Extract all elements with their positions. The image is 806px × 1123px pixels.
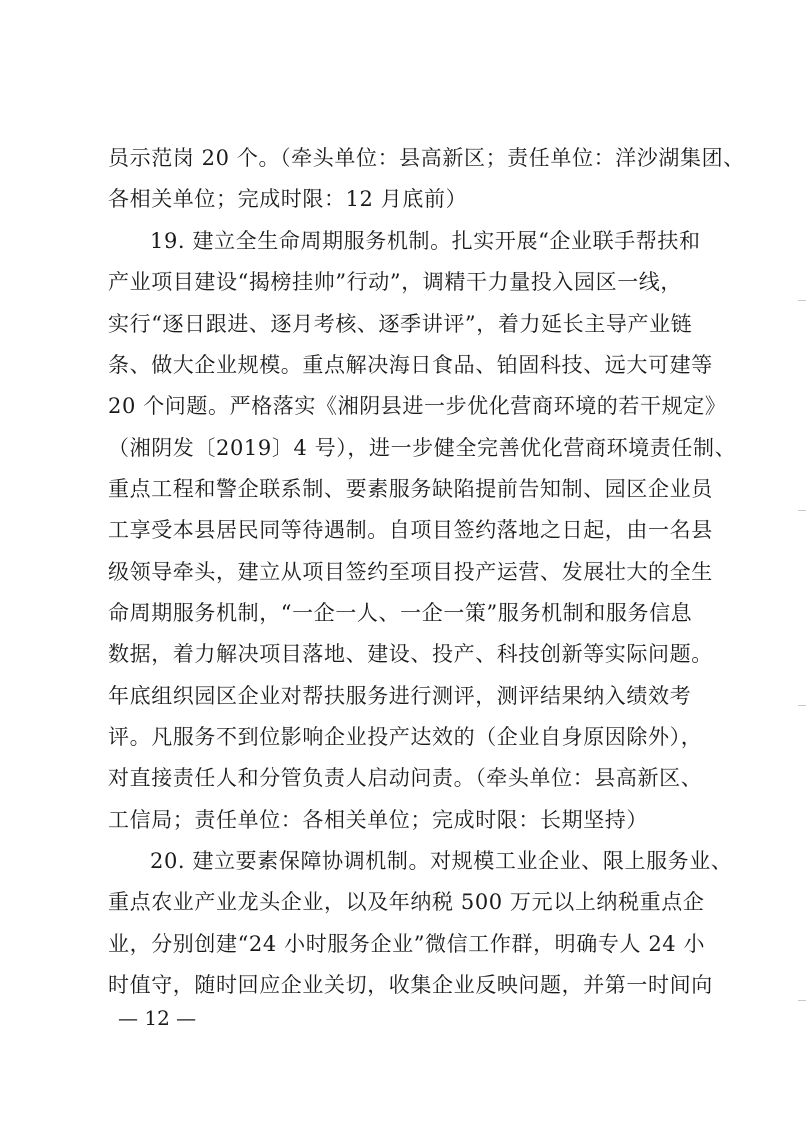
scan-edge-mark <box>798 705 806 706</box>
text-line: 业，分别创建“24 小时服务企业”微信工作群，明确专人 24 小 <box>108 932 706 956</box>
text-line: 数据，着力解决项目落地、建设、投产、科技创新等实际问题。 <box>108 642 713 666</box>
text-line: 重点工程和警企联系制、要素服务缺陷提前告知制、园区企业员 <box>108 477 713 501</box>
page-number: — 12 — <box>118 1006 197 1030</box>
scan-edge-mark <box>798 300 806 301</box>
text-line: 实行“逐日跟进、逐月考核、逐季讲评”，着力延长主导产业链 <box>108 312 693 336</box>
text-line: 评。凡服务不到位影响企业投产达效的（企业自身原因除外）， <box>108 725 703 749</box>
text-line: 命周期服务机制，“一企一人、一企一策”服务机制和服务信息 <box>108 601 693 625</box>
text-line: （湘阴发〔2019〕4 号），进一步健全完善优化营商环境责任制、 <box>108 436 737 460</box>
text-line: 年底组织园区企业对帮扶服务进行测评，测评结果纳入绩效考 <box>108 684 692 708</box>
text-line: 条、做大企业规模。重点解决海日食品、铂固科技、远大可建等 <box>108 353 713 377</box>
scan-edge-mark <box>798 510 806 511</box>
text-line: 各相关单位；完成时限：12 月底前） <box>108 187 468 211</box>
text-line: 对直接责任人和分管负责人启动问责。（牵头单位：县高新区、 <box>108 766 703 790</box>
text-line: 级领导牵头，建立从项目签约至项目投产运营、发展壮大的全生 <box>108 560 713 584</box>
text-line: 工信局；责任单位：各相关单位；完成时限：长期坚持） <box>108 808 648 832</box>
text-line: 员示范岗 20 个。（牵头单位：县高新区；责任单位：洋沙湖集团、 <box>108 146 745 170</box>
paragraph-19-heading-line: 19. 建立全生命周期服务机制。扎实开展“企业联手帮扶和 <box>150 229 701 253</box>
text-line: 20 个问题。严格落实《湘阴县进一步优化营商环境的若干规定》 <box>108 394 727 418</box>
text-line: 重点农业产业龙头企业，以及年纳税 500 万元以上纳税重点企 <box>108 890 705 914</box>
text-line: 工享受本县居民同等待遇制。自项目签约落地之日起，由一名县 <box>108 518 713 542</box>
text-line: 产业项目建设“揭榜挂帅”行动”，调精干力量投入园区一线， <box>108 270 683 294</box>
text-line: 时值守，随时回应企业关切，收集企业反映问题，并第一时间向 <box>108 973 713 997</box>
scan-edge-mark <box>798 1000 806 1001</box>
paragraph-20-heading-line: 20. 建立要素保障协调机制。对规模工业企业、限上服务业、 <box>150 849 733 873</box>
